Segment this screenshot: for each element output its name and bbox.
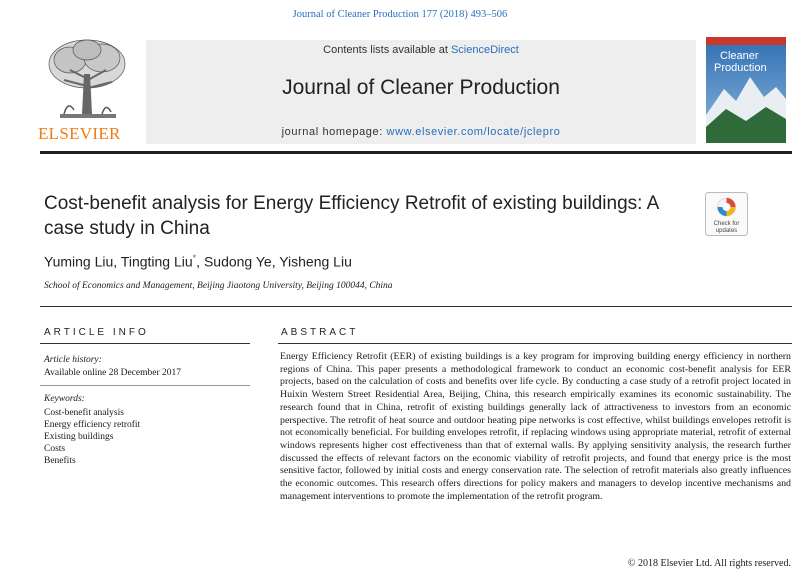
article-title: Cost-benefit analysis for Energy Efficiency Retrofit of existing buildings: A case study in China [44, 193, 659, 239]
keyword-list [44, 407, 140, 467]
author-list [44, 253, 352, 270]
article-info-heading: ARTICLE INFO [44, 327, 149, 338]
journal-homepage [146, 126, 696, 138]
keyword-item: Benefits [44, 456, 76, 466]
journal-citation[interactable]: Journal of Cleaner Production 177 (2018) 493–506 [292, 9, 508, 20]
affiliation: School of Economics and Management, Beijing Jiaotong University, Beijing 100044, China [44, 281, 393, 291]
sciencedirect-link[interactable]: ScienceDirect [450, 44, 519, 56]
elsevier-wordmark: ELSEVIER [38, 124, 121, 143]
article-history-label: Article history: [44, 355, 102, 365]
abstract-text: Energy Efficiency Retrofit (EER) of existing buildings is a key program for improving building energy efficiency in northern regions of China. This paper presents a methodological framework to conduct an economic cost-benefit analysis for EER projects, based on the calculation of costs and benefits over life cycle. By conducting a case study of a retrofit project located in Huixin Western Street Residential Area, Beijing, China, this research empirically examines its economic sustainability. The research found that in China, retrofit of existing buildings generally lack of attractiveness to investors from an economic perspective. The retrofit of heat source and outdoor heating pipe networks is cost effective, whilst buildings envelopes retrofit is not economically beneficial. For building envelopes retrofit, if replacing windows using appropriate material, retrofit of external windows represents higher cost effectiveness than that of external walls. By applying sensitivity analysis, the research further discussed the effects of relevant factors on the economic viability of retrofit projects, and found that energy price is the most sensitive factor, followed by initial costs and energy conservation rate. The selection of retrofit materials also greatly influences the economic outcomes. This research offers directions for policy makers and managers to develop incentive mechanisms and management interventions to promote the implementation of the retrofit program. [280, 351, 791, 502]
journal-cover-image[interactable] [706, 37, 786, 143]
corresponding-author-mark[interactable]: * [192, 253, 197, 263]
keywords-rule [40, 385, 250, 386]
copyright-notice: © 2018 Elsevier Ltd. All rights reserved. [627, 558, 791, 569]
contents-prefix: Contents lists available at [323, 44, 451, 56]
article-history-value: Available online 28 December 2017 [44, 368, 181, 378]
abstract-heading: ABSTRACT [281, 327, 359, 338]
check-for-updates-badge[interactable] [705, 192, 748, 236]
keyword-item: Costs [44, 444, 66, 454]
cover-title-line1: Cleaner [720, 50, 759, 62]
authors-first: Yuming Liu, Tingting Liu [44, 253, 193, 270]
keyword-item: Energy efficiency retrofit [44, 420, 141, 430]
section-divider [40, 306, 792, 307]
keywords-label: Keywords: [44, 394, 85, 404]
keyword-item: Cost-benefit analysis [44, 408, 124, 418]
authors-rest: , Sudong Ye, Yisheng Liu [196, 253, 352, 270]
contents-line [146, 44, 696, 56]
homepage-prefix: journal homepage: [281, 126, 387, 138]
header-rule [40, 151, 792, 154]
badge-text-line2: updates [715, 228, 738, 234]
cover-title-line2: Production [714, 62, 767, 74]
badge-text-line1: Check for [713, 221, 740, 227]
homepage-link[interactable]: www.elsevier.com/locate/jclepro [386, 126, 561, 138]
journal-name: Journal of Cleaner Production [282, 76, 560, 99]
abstract-rule [278, 343, 792, 344]
article-info-rule [40, 343, 250, 344]
keyword-item: Existing buildings [44, 432, 114, 442]
